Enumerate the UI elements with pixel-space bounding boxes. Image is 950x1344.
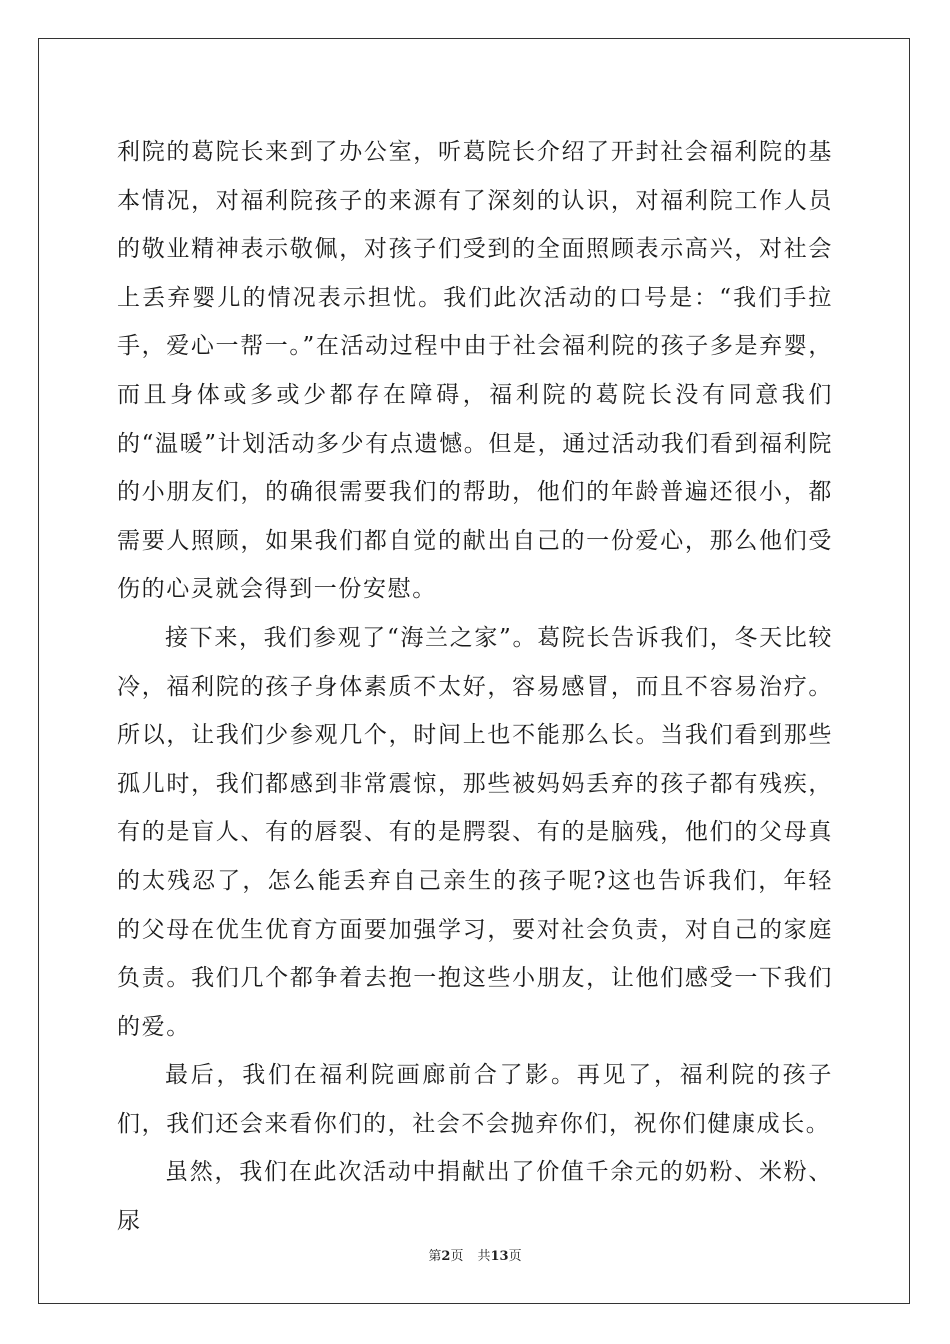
page-footer	[0, 1248, 950, 1266]
total-prefix: 共	[477, 1249, 491, 1264]
page-current: 2	[441, 1249, 451, 1264]
paragraph-1: 利院的葛院长来到了办公室，听葛院长介绍了开封社会福利院的基本情况，对福利院孩子的来源有了深刻的认识，对福利院工作人员的敬业精神表示敬佩，对孩子们受到的全面照顾表示高兴，对社会上丢弃婴儿的情况表示担忧。我们此次活动的口号是：“我们手拉手，爱心一帮一。”在活动过程中由于社会福利院的孩子多是弃婴，而且身体或多或少都存在障碍，福利院的葛院长没有同意我们的“温暖”计划活动多少有点遗憾。但是，通过活动我们看到福利院的小朋友们，的确很需要我们的帮助，他们的年龄普遍还很小，都需要人照顾，如果我们都自觉的献出自己的一份爱心，那么他们受伤的心灵就会得到一份安慰。	[117, 139, 833, 603]
document-body	[117, 128, 833, 1246]
page-prefix: 第	[428, 1249, 442, 1264]
page-total: 13	[490, 1249, 509, 1264]
total-suffix: 页	[508, 1249, 522, 1264]
paragraph-3: 最后，我们在福利院画廊前合了影。再见了，福利院的孩子们，我们还会来看你们的，社会不会抛弃你们，祝你们健康成长。	[117, 1062, 833, 1137]
paragraph-2: 接下来，我们参观了“海兰之家”。葛院长告诉我们，冬天比较冷，福利院的孩子身体素质不太好，容易感冒，而且不容易治疗。所以，让我们少参观几个，时间上也不能那么长。当我们看到那些孤儿时，我们都感到非常震惊，那些被妈妈丢弃的孩子都有残疾，有的是盲人、有的唇裂、有的是腭裂、有的是脑残，他们的父母真的太残忍了，怎么能丢弃自己亲生的孩子呢?这也告诉我们，年轻的父母在优生优育方面要加强学习，要对社会负责，对自己的家庭负责。我们几个都争着去抱一抱这些小朋友，让他们感受一下我们的爱。	[117, 624, 833, 1040]
page-total-label	[477, 1249, 521, 1264]
page-number	[428, 1249, 463, 1264]
page-suffix: 页	[450, 1249, 464, 1264]
paragraph-4: 虽然，我们在此次活动中捐献出了价值千余元的奶粉、米粉、尿	[117, 1159, 833, 1235]
